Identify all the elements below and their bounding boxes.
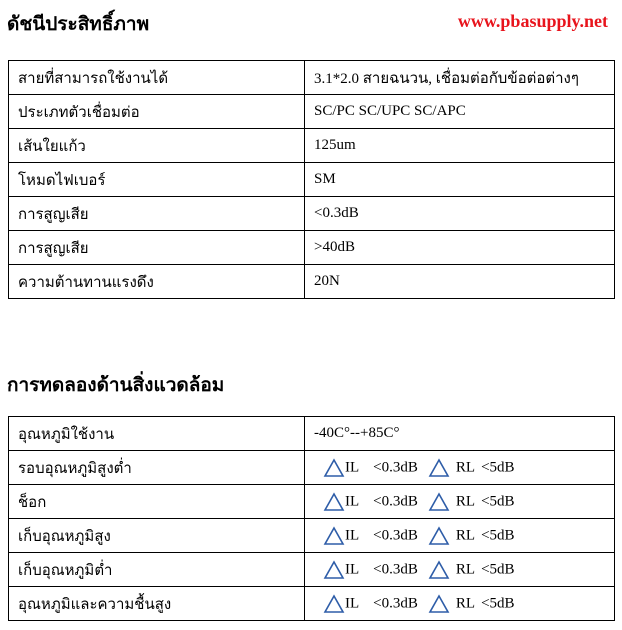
table-row <box>9 417 615 451</box>
triangle-outline-icon <box>428 492 450 512</box>
il-label: IL <box>345 594 360 611</box>
il-label: IL <box>345 492 360 509</box>
triangle-outline-icon <box>323 594 345 614</box>
triangle-outline-icon <box>323 492 345 512</box>
triangle-outline-icon <box>428 526 450 546</box>
row-label: ความต้านทานแรงดึง <box>9 265 305 299</box>
table-row <box>9 197 615 231</box>
rl-value: <5dB <box>481 492 515 509</box>
table-row <box>9 485 615 519</box>
table-row <box>9 451 615 485</box>
rl-value: <5dB <box>481 560 515 577</box>
row-value: <0.3dB <box>305 197 615 231</box>
row-label: ช็อก <box>9 485 305 519</box>
page-title: ดัชนีประสิทธิ์ภาพ <box>7 13 150 35</box>
il-value: <0.3dB <box>373 492 418 509</box>
rl-value: <5dB <box>481 526 515 543</box>
rl-label: RL <box>455 560 476 577</box>
row-label: รอบอุณหภูมิสูงต่ำ <box>9 451 305 485</box>
table-row <box>9 231 615 265</box>
row-label: เก็บอุณหภูมิต่ำ <box>9 553 305 587</box>
il-value: <0.3dB <box>373 560 418 577</box>
il-value: <0.3dB <box>373 594 418 611</box>
section-title: การทดลองด้านสิ่งแวดล้อม <box>7 374 225 396</box>
row-value: SM <box>305 163 615 197</box>
row-label: การสูญเสีย <box>9 231 305 265</box>
row-value: 20N <box>305 265 615 299</box>
table-row <box>9 265 615 299</box>
table-row <box>9 553 615 587</box>
row-label: เส้นใยแก้ว <box>9 129 305 163</box>
row-label: สายที่สามารถใช้งานได้ <box>9 61 305 95</box>
triangle-outline-icon <box>428 594 450 614</box>
il-label: IL <box>345 560 360 577</box>
loss-values <box>305 553 615 587</box>
rl-value: <5dB <box>481 594 515 611</box>
table-row <box>9 95 615 129</box>
table-row <box>9 587 615 621</box>
triangle-outline-icon <box>323 526 345 546</box>
row-label: โหมดไฟเบอร์ <box>9 163 305 197</box>
row-value: 3.1*2.0 สายฉนวน, เชื่อมต่อกับข้อต่อต่างๆ <box>305 61 615 95</box>
il-value: <0.3dB <box>373 526 418 543</box>
rl-label: RL <box>455 594 476 611</box>
il-label: IL <box>345 526 360 543</box>
row-value: -40C°--+85C° <box>305 417 615 451</box>
row-label: ประเภทตัวเชื่อมต่อ <box>9 95 305 129</box>
table-row <box>9 61 615 95</box>
row-label: อุณหภูมิและความชื้นสูง <box>9 587 305 621</box>
rl-value: <5dB <box>481 458 515 475</box>
loss-values <box>305 485 615 519</box>
row-value: >40dB <box>305 231 615 265</box>
performance-table <box>8 60 615 299</box>
il-label: IL <box>345 458 360 475</box>
triangle-outline-icon <box>323 560 345 580</box>
row-label: เก็บอุณหภูมิสูง <box>9 519 305 553</box>
table-row <box>9 129 615 163</box>
row-value: SC/PC SC/UPC SC/APC <box>305 95 615 129</box>
row-value: 125um <box>305 129 615 163</box>
table-row <box>9 163 615 197</box>
loss-values <box>305 451 615 485</box>
table-row <box>9 519 615 553</box>
rl-label: RL <box>455 458 476 475</box>
loss-values <box>305 519 615 553</box>
row-label: การสูญเสีย <box>9 197 305 231</box>
rl-label: RL <box>455 492 476 509</box>
website-link[interactable]: www.pbasupply.net <box>457 11 608 31</box>
triangle-outline-icon <box>323 458 345 478</box>
loss-values <box>305 587 615 621</box>
rl-label: RL <box>455 526 476 543</box>
environment-table <box>8 416 615 621</box>
triangle-outline-icon <box>428 458 450 478</box>
il-value: <0.3dB <box>373 458 418 475</box>
triangle-outline-icon <box>428 560 450 580</box>
row-label: อุณหภูมิใช้งาน <box>9 417 305 451</box>
